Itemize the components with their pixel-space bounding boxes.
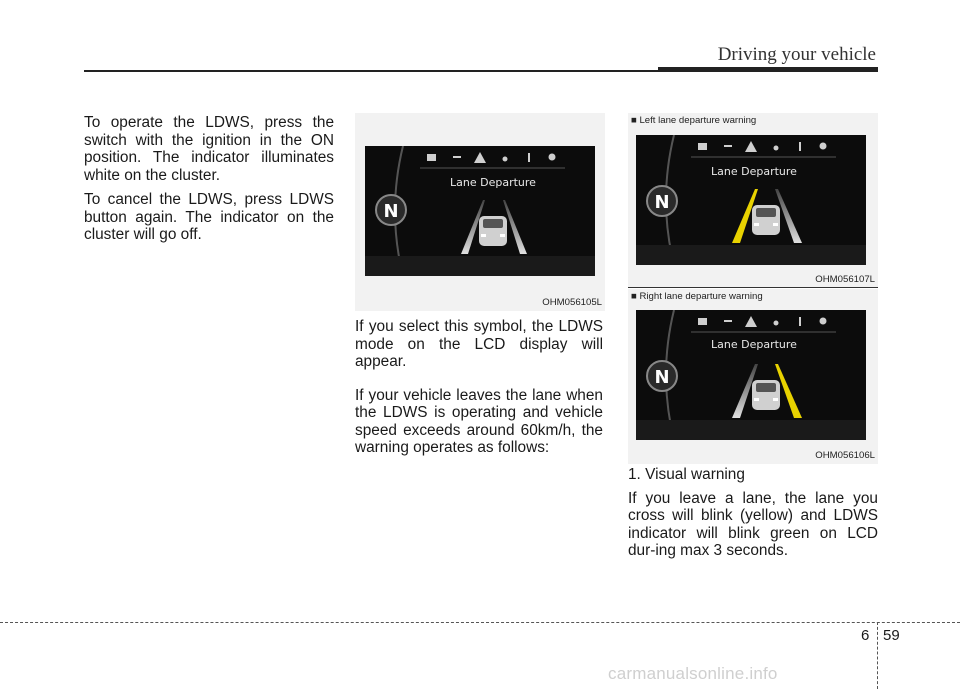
column-right (628, 466, 878, 567)
figure-label: ■ Right lane departure warning (631, 291, 763, 302)
mode-icons (698, 316, 827, 327)
figure-left-warning (628, 113, 878, 288)
screen-text: Lane Departure (711, 165, 797, 178)
lcd-screen (365, 146, 595, 276)
section-title: Driving your vehicle (717, 44, 876, 65)
footer-rule (0, 622, 960, 623)
visual-warning-heading: 1. Visual warning (628, 466, 745, 483)
paragraph-warning-condition: If your vehicle leaves the lane when the LDWS is operating and vehicle speed exceeds around 60km/h, the warning operates as follows: (355, 386, 603, 456)
gear-indicator: N (654, 192, 670, 213)
figure-label: ■ Left lane departure warning (631, 115, 757, 126)
paragraph-cancel: To cancel the LDWS, press LDWS button again. The indicator on the cluster will go off. (84, 191, 334, 243)
car-icon (479, 216, 507, 246)
footer-divider (877, 622, 878, 689)
column-left (84, 114, 334, 251)
paragraph-visual-warning: If you leave a lane, the lane you cross will blink (yellow) and LDWS indicator will blink green on LCD dur-ing max 3 seconds. (628, 489, 878, 559)
screen-text: Lane Departure (450, 176, 536, 189)
column-middle (355, 318, 603, 464)
gear-indicator: N (383, 201, 399, 222)
car-icon (752, 380, 780, 410)
figure-divider (628, 287, 878, 288)
lcd-screen (636, 310, 866, 440)
header-rule (84, 70, 878, 72)
figure-code: OHM056105L (542, 297, 602, 308)
page-number: 59 (883, 627, 900, 644)
figure-ldws-display (355, 113, 605, 311)
chapter-number: 6 (861, 627, 870, 644)
figure-right-warning (628, 289, 878, 464)
figure-code: OHM056106L (815, 450, 875, 461)
mode-icons (698, 141, 827, 152)
paragraph-operate: To operate the LDWS, press the switch with the ignition in the ON position. The indicator illuminates white on the cluster. (84, 114, 334, 184)
mode-icons (427, 152, 556, 163)
gear-indicator: N (654, 367, 670, 388)
watermark: carmanualsonline.info (608, 664, 778, 683)
paragraph-select-symbol: If you select this symbol, the LDWS mode on the LCD display will appear. (355, 318, 603, 370)
car-icon (752, 205, 780, 235)
figure-code: OHM056107L (815, 274, 875, 285)
lcd-screen (636, 135, 866, 265)
screen-text: Lane Departure (711, 338, 797, 351)
